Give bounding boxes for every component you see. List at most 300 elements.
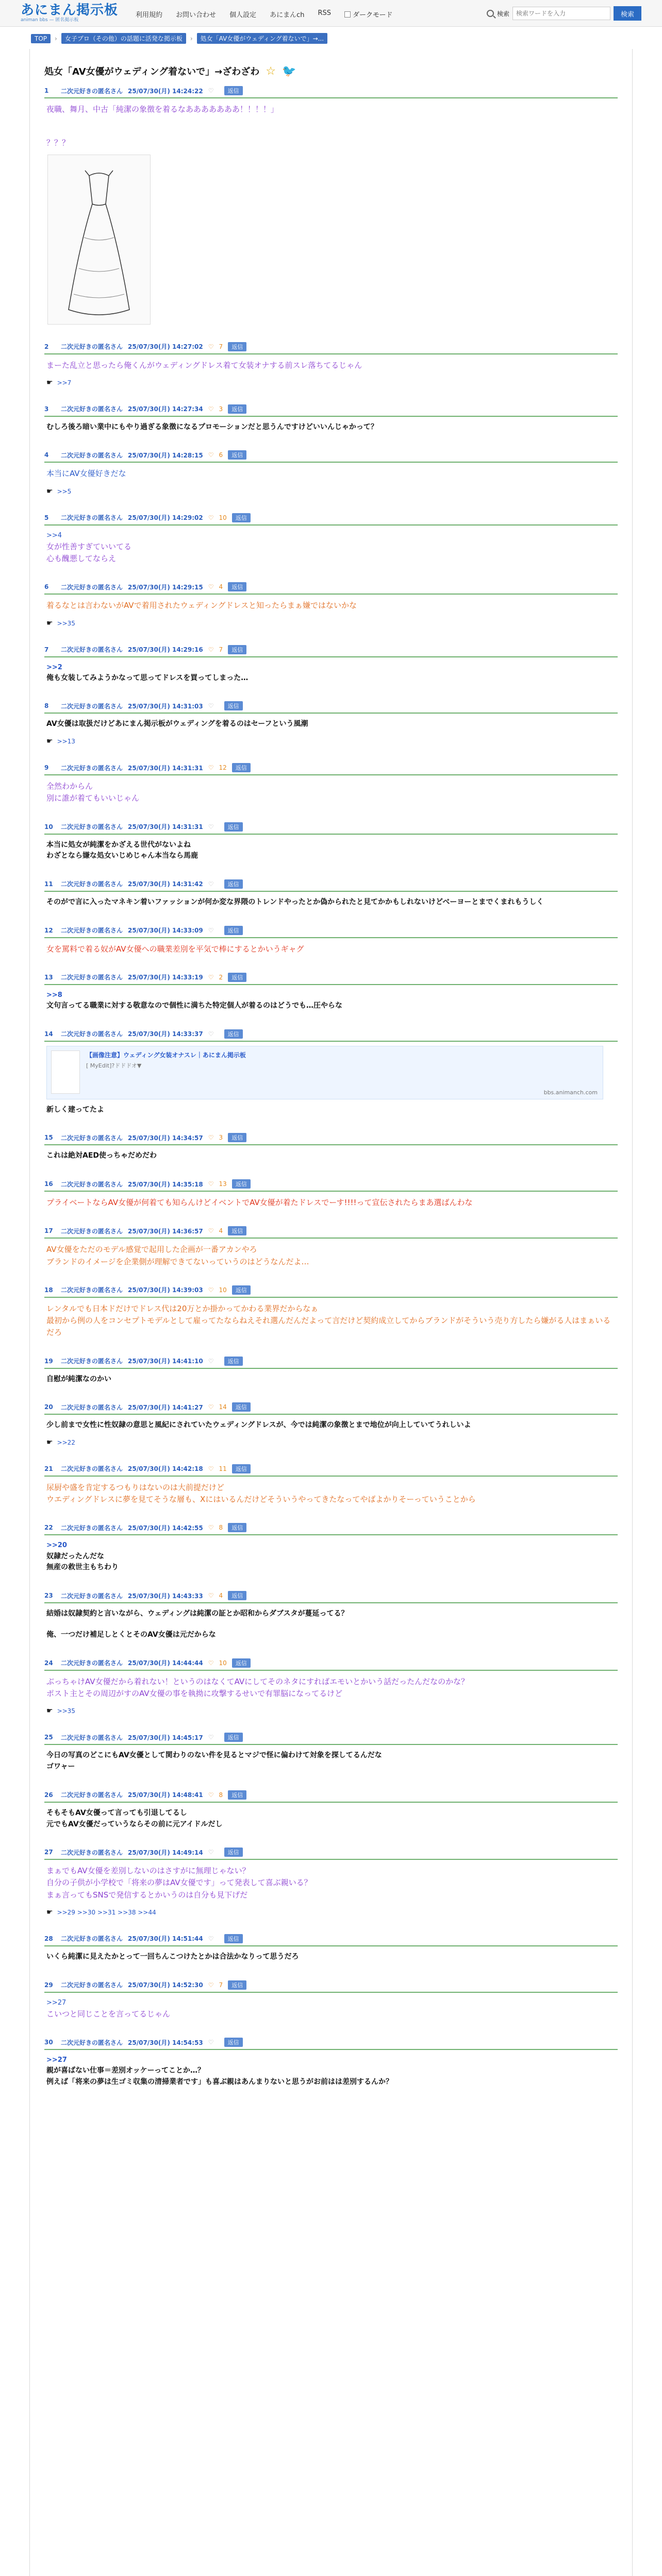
post	[44, 926, 618, 955]
search-area	[487, 6, 641, 21]
post-line: 文句言ってる職業に対する敬意なので個性に満ちた特定個人が着るのはどうでも…圧やらな	[46, 1002, 342, 1010]
reply-button[interactable]: 返信	[224, 1029, 243, 1039]
like-icon[interactable]: ♡	[208, 1403, 214, 1411]
post-header	[44, 763, 618, 775]
like-count: 14	[219, 1403, 227, 1411]
like-icon[interactable]: ♡	[208, 1357, 214, 1365]
like-icon[interactable]: ♡	[208, 1286, 214, 1294]
post-line: 本当に処女が純潔をかざえる世代がないよね	[46, 840, 191, 849]
post-date: 25/07/30(月) 14:31:03	[128, 702, 203, 710]
breadcrumb-top[interactable]: TOP	[31, 34, 51, 43]
like-icon[interactable]: ♡	[208, 1134, 214, 1142]
post-date: 25/07/30(月) 14:29:15	[128, 583, 203, 591]
logo-main[interactable]: あにまん掲示板	[21, 3, 119, 18]
post-number[interactable]: 24	[44, 1659, 53, 1667]
post-number[interactable]: 30	[44, 2039, 53, 2046]
post-date: 25/07/30(月) 14:27:34	[128, 405, 203, 413]
like-icon[interactable]: ♡	[208, 405, 214, 413]
poster-name: 二次元好きの匿名さん	[61, 974, 123, 981]
post-header	[44, 879, 618, 892]
post-date: 25/07/30(月) 14:31:42	[128, 880, 203, 888]
post	[44, 1402, 618, 1447]
reply-anchor-link[interactable]: >>2	[46, 663, 62, 671]
reply-button[interactable]: 返信	[228, 404, 246, 414]
post-line: 女を罵料で着る奴がAV女優への職業差別を平気で棒にするとかいうギャグ	[46, 944, 304, 954]
post-number[interactable]: 5	[44, 514, 49, 521]
twitter-share-icon[interactable]: 🐦	[282, 64, 296, 78]
post-number[interactable]: 19	[44, 1357, 53, 1365]
post-date: 25/07/30(月) 14:52:30	[128, 1981, 203, 1989]
post-number[interactable]: 14	[44, 1030, 53, 1038]
like-icon[interactable]: ♡	[208, 514, 214, 521]
reply-anchor-link[interactable]: >>27	[46, 1998, 67, 2007]
post	[44, 582, 618, 627]
reply-button[interactable]: 返信	[232, 1402, 251, 1412]
post-number[interactable]: 20	[44, 1403, 53, 1411]
post-body	[44, 938, 618, 955]
post-line: わざとなら嫌な処女いじめじゃん本当なら馬鹿	[46, 852, 198, 860]
post-body	[44, 1369, 618, 1385]
post-date: 25/07/30(月) 14:44:44	[128, 1659, 203, 1667]
post-number[interactable]: 7	[44, 646, 49, 653]
reply-button[interactable]: 返信	[232, 513, 251, 522]
responses-row	[44, 371, 618, 387]
post-line: ？？？	[46, 138, 70, 148]
post-header	[44, 404, 618, 417]
post-body	[44, 463, 618, 480]
post-date: 25/07/30(月) 14:29:16	[128, 646, 203, 654]
search-icon	[487, 10, 494, 17]
post-number[interactable]: 8	[44, 702, 49, 710]
post-date: 25/07/30(月) 14:33:19	[128, 974, 203, 981]
nav-rss[interactable]: RSS	[318, 9, 331, 17]
responses-row	[44, 1431, 618, 1447]
post	[44, 763, 618, 805]
post-line: 俺も女装してみようかなって思ってドレスを買ってしまった…	[46, 673, 249, 682]
post-header	[44, 1523, 618, 1535]
like-icon[interactable]: ♡	[208, 583, 214, 591]
response-links[interactable]: >>35	[57, 1707, 75, 1715]
like-icon[interactable]: ♡	[208, 1791, 214, 1799]
post	[44, 1733, 618, 1772]
like-icon[interactable]: ♡	[208, 1030, 214, 1038]
post-line: 元でもAV女優だっていうならその前に元アイドルだし	[46, 1820, 223, 1828]
reply-button[interactable]: 返信	[224, 822, 243, 832]
nav-terms[interactable]: 利用規約	[136, 11, 163, 19]
like-icon[interactable]: ♡	[208, 880, 214, 888]
like-icon[interactable]: ♡	[208, 1981, 214, 1989]
reply-button[interactable]: 返信	[232, 763, 251, 772]
post-header	[44, 1179, 618, 1192]
like-icon[interactable]: ♡	[208, 1524, 214, 1532]
poster-name: 二次元好きの匿名さん	[61, 405, 123, 413]
responses-row	[44, 1901, 618, 1917]
poster-name: 二次元好きの匿名さん	[61, 87, 123, 95]
post-line: 最初から例の人をコンセプトモデルとして雇ってたならねえそれ選んだんだよって言だけど契約成立してからブランドがそういう売り方したら嫌がる人はまぁいるだろ	[46, 1316, 611, 1337]
reply-button[interactable]: 返信	[224, 86, 243, 95]
post	[44, 822, 618, 862]
post-number[interactable]: 9	[44, 764, 49, 772]
post-line: まーた乱立と思ったら俺くんがウェディングドレス着て女装オナする前スレ落ちてるじゃん	[46, 360, 362, 370]
post-date: 25/07/30(月) 14:31:31	[128, 764, 203, 772]
poster-name: 二次元好きの匿名さん	[61, 880, 123, 888]
post-date: 25/07/30(月) 14:27:02	[128, 343, 203, 350]
post-number[interactable]: 12	[44, 926, 53, 934]
post-number[interactable]: 6	[44, 583, 49, 591]
post	[44, 1848, 618, 1917]
poster-name: 二次元好きの匿名さん	[61, 1286, 123, 1294]
like-icon[interactable]: ♡	[208, 1935, 214, 1942]
poster-name: 二次元好きの匿名さん	[61, 1180, 123, 1188]
post-date: 25/07/30(月) 14:49:14	[128, 1849, 203, 1856]
post-body	[44, 1860, 618, 1901]
reply-button[interactable]: 返信	[232, 1464, 251, 1473]
reply-button[interactable]: 返信	[228, 1980, 246, 1990]
post-line: 自慰が純潔なのかい	[46, 1375, 111, 1383]
post-header	[44, 1402, 618, 1415]
post	[44, 513, 618, 565]
post-date: 25/07/30(月) 14:41:27	[128, 1403, 203, 1411]
response-links[interactable]: >>22	[57, 1438, 75, 1446]
poster-name: 二次元好きの匿名さん	[61, 1791, 123, 1799]
post-body	[44, 1535, 618, 1573]
post-line: プライベートならAV女優が何着ても知らんけどイベントでAV女優が着たドレスでーす!!!!って宣伝されたらまあ選ばんわな	[46, 1198, 473, 1208]
post-date: 25/07/30(月) 14:36:57	[128, 1227, 203, 1235]
post	[44, 1790, 618, 1830]
post-body	[44, 835, 618, 862]
like-count: 11	[219, 1465, 227, 1472]
post-body	[44, 1145, 618, 1162]
poster-name: 二次元好きの匿名さん	[61, 343, 123, 350]
post-number[interactable]: 27	[44, 1849, 53, 1856]
like-count: 4	[219, 1227, 223, 1235]
response-links[interactable]: >>29 >>30 >>31 >>38 >>44	[57, 1908, 156, 1916]
post	[44, 879, 618, 908]
post-date: 25/07/30(月) 14:33:09	[128, 927, 203, 935]
post-number[interactable]: 25	[44, 1734, 53, 1741]
post-number[interactable]: 22	[44, 1524, 53, 1532]
like-icon[interactable]: ♡	[208, 1592, 214, 1599]
pointing-hand-icon: ☛	[46, 1908, 53, 1917]
post-date: 25/07/30(月) 14:41:10	[128, 1358, 203, 1365]
reply-button[interactable]: 返信	[224, 1733, 243, 1742]
reply-anchor-link[interactable]: >>20	[46, 1541, 67, 1550]
post-number[interactable]: 17	[44, 1227, 53, 1235]
like-count: 10	[219, 1286, 227, 1294]
post-header	[44, 1226, 618, 1239]
post-date: 25/07/30(月) 14:29:02	[128, 514, 203, 522]
dark-mode-label: ダークモード	[353, 11, 393, 19]
post-date: 25/07/30(月) 14:43:33	[128, 1592, 203, 1600]
post-line: 新しく建ってたよ	[46, 1105, 104, 1114]
post-number[interactable]: 13	[44, 973, 53, 981]
post-number[interactable]: 28	[44, 1935, 53, 1942]
link-title[interactable]: 【画像注意】ウェディング女装オナスレ｜あにまん掲示板	[86, 1051, 246, 1059]
reply-anchor-link[interactable]: >>27	[46, 2056, 67, 2064]
responses-row	[44, 730, 618, 745]
post-header	[44, 1733, 618, 1745]
poster-name: 二次元好きの匿名さん	[61, 583, 123, 591]
post-line: AV女優は取扱だけどあにまん掲示板がウェディングを着るのはセーフという風潮	[46, 720, 308, 728]
post-header	[44, 1790, 618, 1803]
like-icon[interactable]: ♡	[208, 702, 214, 710]
post-line: 例えば「将来の夢は生ゴミ収集の清掃業者です」も喜ぶ親はあんまりないと思うがお前はは差別するんか？	[46, 2077, 393, 2086]
poster-name: 二次元好きの匿名さん	[61, 764, 123, 772]
pointing-hand-icon: ☛	[46, 1707, 53, 1716]
poster-name: 二次元好きの匿名さん	[61, 2039, 123, 2046]
like-icon[interactable]: ♡	[208, 1659, 214, 1667]
breadcrumb-thread[interactable]: 処女「AV女優がウェディング着ないで」→...	[197, 33, 327, 44]
like-icon[interactable]: ♡	[208, 343, 214, 350]
post-number[interactable]: 2	[44, 343, 49, 350]
post	[44, 1934, 618, 1963]
post-line: ウエディングドレスに夢を見てそうな層も、Xにはいるんだけどそういうやってきたなってやばよかりそーっていうことから	[46, 1495, 476, 1504]
search-button[interactable]: 検索	[614, 6, 641, 21]
reply-anchor-link[interactable]: >>4	[46, 531, 62, 539]
like-icon[interactable]: ♡	[208, 973, 214, 981]
site-logo[interactable]	[21, 4, 118, 23]
post	[44, 645, 618, 684]
post-number[interactable]: 26	[44, 1791, 53, 1799]
post	[44, 701, 618, 745]
post	[44, 1523, 618, 1573]
post-header	[44, 450, 618, 463]
post-number[interactable]: 21	[44, 1465, 53, 1472]
post-line: 親が喜ばない仕事＝差別オッケーってことか…？	[46, 2066, 205, 2075]
post-number[interactable]: 16	[44, 1180, 53, 1188]
poster-name: 二次元好きの匿名さん	[61, 1524, 123, 1532]
like-count: 7	[219, 1981, 223, 1989]
like-count: 7	[219, 343, 223, 350]
pointing-hand-icon: ☛	[46, 619, 53, 628]
poster-name: 二次元好きの匿名さん	[61, 1981, 123, 1989]
reply-button[interactable]: 返信	[224, 1357, 243, 1366]
main-nav	[136, 9, 392, 19]
reply-button[interactable]: 返信	[224, 2038, 243, 2047]
nav-contact[interactable]: お問い合わせ	[176, 11, 217, 19]
like-icon[interactable]: ♡	[208, 1849, 214, 1856]
post-line	[46, 115, 618, 126]
post-number[interactable]: 10	[44, 823, 53, 831]
post-body	[44, 2050, 618, 2088]
like-icon[interactable]: ♡	[208, 1465, 214, 1472]
like-icon[interactable]: ♡	[208, 823, 214, 831]
poster-name: 二次元好きの匿名さん	[61, 1403, 123, 1411]
post-body	[44, 1239, 618, 1268]
reply-button[interactable]: 返信	[228, 1591, 246, 1600]
post-line: 俺、一つだけ補足しとくとそのAV女優は元だからな	[46, 1631, 216, 1639]
link-preview-card[interactable]	[46, 1046, 603, 1099]
breadcrumb-separator: ›	[190, 35, 193, 42]
post-line: 別に誰が着てもいいじゃん	[46, 793, 140, 803]
response-links[interactable]: >>7	[57, 379, 72, 386]
like-icon[interactable]: ♡	[208, 926, 214, 934]
like-icon[interactable]: ♡	[208, 1227, 214, 1235]
post-body	[44, 775, 618, 805]
post-number[interactable]: 11	[44, 880, 53, 888]
post-header	[44, 1357, 618, 1369]
post-line: 夜職、舞月、中古「純潔の象徴を着るなあああああああ！！！！」	[46, 105, 279, 114]
responses-row	[44, 480, 618, 496]
post-body	[44, 1298, 618, 1339]
response-links[interactable]: >>35	[57, 619, 75, 627]
post-number[interactable]: 29	[44, 1981, 53, 1989]
post	[44, 1285, 618, 1339]
post-body	[44, 1671, 618, 1700]
post-line: 心も醜悪してならえ	[46, 554, 117, 564]
post	[44, 1179, 618, 1209]
post-date: 25/07/30(月) 14:34:57	[128, 1134, 203, 1142]
like-count: 8	[219, 1524, 223, 1532]
post-body	[44, 1603, 618, 1641]
post	[44, 1658, 618, 1716]
page-title: 処女「AV女優がウェディング着ないで」→ざわざわ	[44, 66, 260, 77]
like-count: 10	[219, 514, 227, 521]
post-line: ゴワャー	[46, 1762, 75, 1771]
reply-anchor-link[interactable]: >>8	[46, 991, 62, 999]
responses-row	[44, 612, 618, 628]
poster-name: 二次元好きの匿名さん	[61, 927, 123, 935]
post-header	[44, 1591, 618, 1603]
like-icon[interactable]: ♡	[208, 451, 214, 459]
post-number[interactable]: 3	[44, 405, 49, 413]
post-number[interactable]: 18	[44, 1286, 53, 1294]
post-header	[44, 1285, 618, 1298]
site-header	[0, 0, 662, 27]
post-line: AV女優をただのモデル感覚で起用した企画が一番アカンやろ	[46, 1245, 257, 1255]
post-header	[44, 2038, 618, 2050]
post-body	[44, 985, 618, 1012]
post-body	[44, 892, 618, 908]
poster-name: 二次元好きの匿名さん	[61, 1935, 123, 1943]
post-header	[44, 582, 618, 595]
like-icon[interactable]: ♡	[208, 646, 214, 653]
reply-button[interactable]: 返信	[228, 450, 246, 460]
search-input[interactable]	[512, 7, 610, 20]
post-header	[44, 645, 618, 657]
responses-row	[44, 1700, 618, 1715]
poster-name: 二次元好きの匿名さん	[61, 646, 123, 654]
reply-button[interactable]: 返信	[232, 1658, 251, 1668]
post-date: 25/07/30(月) 14:54:53	[128, 2039, 203, 2046]
poster-name: 二次元好きの匿名さん	[61, 1134, 123, 1142]
post-body	[44, 417, 618, 433]
thread-column	[29, 49, 633, 2576]
reply-button[interactable]: 返信	[228, 1523, 246, 1532]
post-header	[44, 1029, 618, 1042]
like-count: 12	[219, 764, 227, 772]
reply-button[interactable]: 返信	[228, 1790, 246, 1800]
pointing-hand-icon: ☛	[46, 487, 53, 496]
reply-button[interactable]: 返信	[228, 1133, 246, 1142]
reply-button[interactable]: 返信	[224, 1934, 243, 1943]
post	[44, 450, 618, 495]
like-icon[interactable]: ♡	[208, 764, 214, 772]
post-body	[44, 526, 618, 565]
like-count: 7	[219, 646, 223, 653]
like-icon[interactable]: ♡	[208, 1734, 214, 1741]
post-body	[44, 714, 618, 730]
post-number[interactable]: 23	[44, 1592, 53, 1599]
response-links[interactable]: >>13	[57, 738, 75, 745]
reply-button[interactable]: 返信	[232, 1179, 251, 1189]
reply-button[interactable]: 返信	[224, 926, 243, 935]
post-line: まぁ言ってもSNSで発信するとかいうのは自分も見下げだ	[46, 1890, 248, 1900]
like-icon[interactable]: ♡	[208, 87, 214, 94]
like-icon[interactable]: ♡	[208, 2039, 214, 2046]
post-line	[46, 126, 618, 137]
response-links[interactable]: >>5	[57, 487, 72, 495]
reply-button[interactable]: 返信	[228, 1226, 246, 1235]
post	[44, 1591, 618, 1641]
link-thumbnail	[51, 1050, 80, 1094]
post	[44, 1133, 618, 1162]
post-header	[44, 342, 618, 354]
reply-button[interactable]: 返信	[228, 645, 246, 654]
breadcrumb-separator: ›	[55, 35, 57, 42]
like-icon[interactable]: ♡	[208, 1180, 214, 1188]
dark-mode-checkbox[interactable]	[344, 11, 351, 18]
like-count: 13	[219, 1180, 227, 1188]
post-line: 奴隷だったんだな	[46, 1552, 104, 1561]
post-body	[44, 98, 618, 149]
nav-animanch[interactable]: あにまんch	[270, 11, 305, 19]
wedding-dress-image[interactable]	[47, 155, 151, 325]
pointing-hand-icon: ☛	[46, 1438, 53, 1447]
reply-button[interactable]: 返信	[224, 879, 243, 889]
reply-button[interactable]: 返信	[224, 701, 243, 710]
favorite-star-icon[interactable]: ☆	[266, 64, 276, 78]
post-body	[44, 1993, 618, 2020]
dark-mode-toggle[interactable]	[344, 9, 392, 19]
post-line: むしろ後ろ暗い業中にもやり過ぎる象徴になるプロモーションだと思うんですけどいいんじゃかって？	[46, 422, 378, 431]
like-count: 4	[219, 1592, 223, 1599]
post-body	[44, 1099, 618, 1116]
post	[44, 404, 618, 433]
reply-button[interactable]: 返信	[228, 973, 246, 982]
post-number[interactable]: 4	[44, 451, 49, 459]
post-date: 25/07/30(月) 14:31:31	[128, 823, 203, 831]
poster-name: 二次元好きの匿名さん	[61, 1465, 123, 1473]
post-line: まぁでもAV女優を差別しないのはさすがに無理じゃない？	[46, 1866, 250, 1876]
post	[44, 1357, 618, 1385]
breadcrumb	[0, 27, 662, 44]
logo-sub: animan bbs — 匿名掲示板	[21, 18, 79, 23]
poster-name: 二次元好きの匿名さん	[61, 702, 123, 710]
like-count: 8	[219, 1791, 223, 1799]
like-count: 2	[219, 973, 223, 981]
thread-title-row	[44, 64, 618, 78]
post-number[interactable]: 1	[44, 87, 49, 94]
reply-button[interactable]: 返信	[232, 1285, 251, 1295]
post	[44, 1980, 618, 2020]
like-count: 10	[219, 1659, 227, 1667]
post-line: 結婚は奴隷契約と言いながら、ウェディングは純潔の証とか昭和からダブスタが蔓延ってる？	[46, 1609, 349, 1618]
breadcrumb-board[interactable]: 女子プロ（その他）の話題に活発な掲示板	[61, 33, 186, 44]
post	[44, 973, 618, 1012]
poster-name: 二次元好きの匿名さん	[61, 1227, 123, 1235]
post-number[interactable]: 15	[44, 1134, 53, 1142]
post-line: 尿厨や盛を肯定するつもりはないのは大前提だけど	[46, 1482, 224, 1492]
reply-button[interactable]: 返信	[228, 582, 246, 591]
post-line: こいつと同じことを言ってるじゃん	[46, 2009, 171, 2019]
post-line: 無産の救世主もちわり	[46, 1563, 119, 1572]
nav-settings[interactable]: 個人設定	[229, 11, 257, 19]
like-count: 6	[219, 451, 223, 459]
reply-button[interactable]: 返信	[224, 1848, 243, 1857]
reply-button[interactable]: 返信	[228, 342, 246, 351]
post-header	[44, 86, 618, 98]
